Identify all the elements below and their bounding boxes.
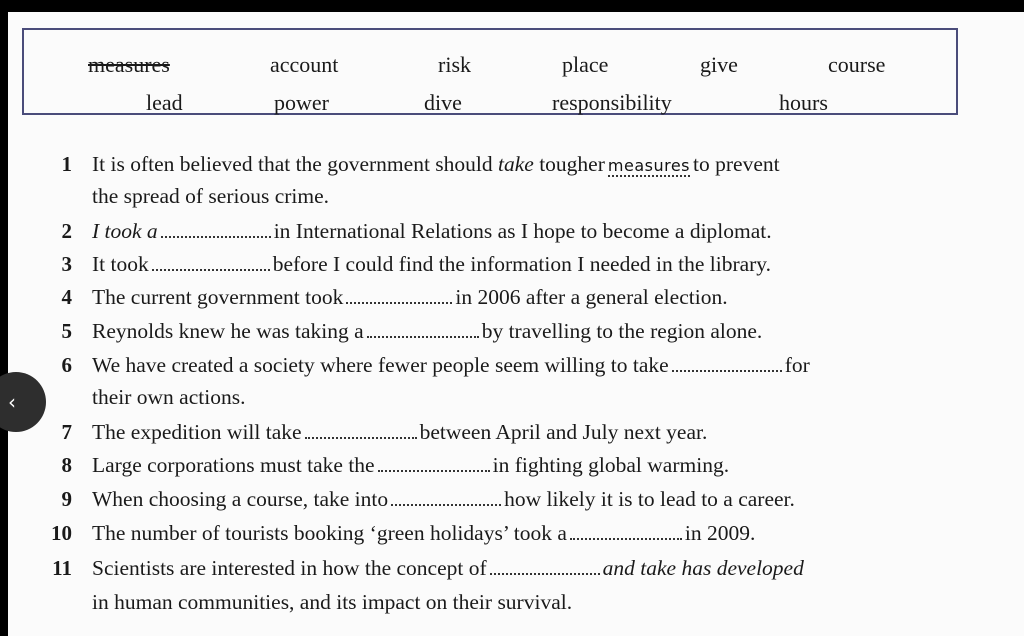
word-dive: dive <box>424 90 462 115</box>
word-responsibility: responsibility <box>552 90 672 115</box>
answer-gap <box>152 251 270 271</box>
word-power: power <box>274 90 329 115</box>
word-measures: measures <box>88 52 170 77</box>
question-11-line2: in human communities, and its impact on their survival. <box>92 590 573 614</box>
question-9: When choosing a course, take into how likely it is to lead to a career. <box>92 487 795 511</box>
question-1-line1: It is often believed that the government should take tougher measures to prevent <box>92 152 780 176</box>
answer-gap <box>367 318 479 338</box>
word-lead: lead <box>146 90 183 115</box>
question-number: 8 <box>61 453 72 477</box>
question-6-line1: We have created a society where fewer people seem willing to take for <box>92 353 810 377</box>
question-3: It took before I could find the information I needed in the library. <box>92 252 772 276</box>
question-6-line2: their own actions. <box>92 385 246 409</box>
question-number: 5 <box>61 319 72 343</box>
question-11-line1: Scientists are interested in how the concept of and take has developed <box>92 556 804 580</box>
answer-gap <box>305 419 417 439</box>
question-5: Reynolds knew he was taking a by travelling to the region alone. <box>92 319 763 343</box>
question-number: 9 <box>61 487 72 511</box>
question-number: 11 <box>52 556 72 580</box>
question-2: I took a in International Relations as I hope to become a diplomat. <box>92 219 772 243</box>
answer-gap <box>346 284 452 304</box>
answer-gap <box>161 218 271 238</box>
question-8: Large corporations must take the in fighting global warming. <box>92 453 730 477</box>
question-10: The number of tourists booking ‘green holidays’ took a in 2009. <box>92 521 756 545</box>
answer-gap <box>570 520 682 540</box>
handwritten-answer: measures <box>607 156 691 175</box>
word-risk: risk <box>438 52 471 77</box>
answer-gap <box>490 555 600 575</box>
chevron-left-icon: ‹ <box>8 390 16 414</box>
question-number: 1 <box>61 152 72 176</box>
question-number: 6 <box>61 353 72 377</box>
question-number: 2 <box>61 219 72 243</box>
word-course: course <box>828 52 886 77</box>
answer-gap <box>378 452 490 472</box>
question-number: 10 <box>51 521 72 545</box>
word-place: place <box>562 52 609 77</box>
word-box <box>22 28 958 115</box>
question-7: The expedition will take between April and July next year. <box>92 420 708 444</box>
question-number: 3 <box>61 252 72 276</box>
word-give: give <box>700 52 738 77</box>
word-hours: hours <box>779 90 828 115</box>
question-number: 7 <box>61 420 72 444</box>
textbook-page <box>8 12 1024 636</box>
question-number: 4 <box>61 285 72 309</box>
question-1-line2: the spread of serious crime. <box>92 184 330 208</box>
question-4: The current government took in 2006 after a general election. <box>92 285 728 309</box>
answer-gap <box>672 352 782 372</box>
word-account: account <box>270 52 339 77</box>
answer-gap <box>391 486 501 506</box>
